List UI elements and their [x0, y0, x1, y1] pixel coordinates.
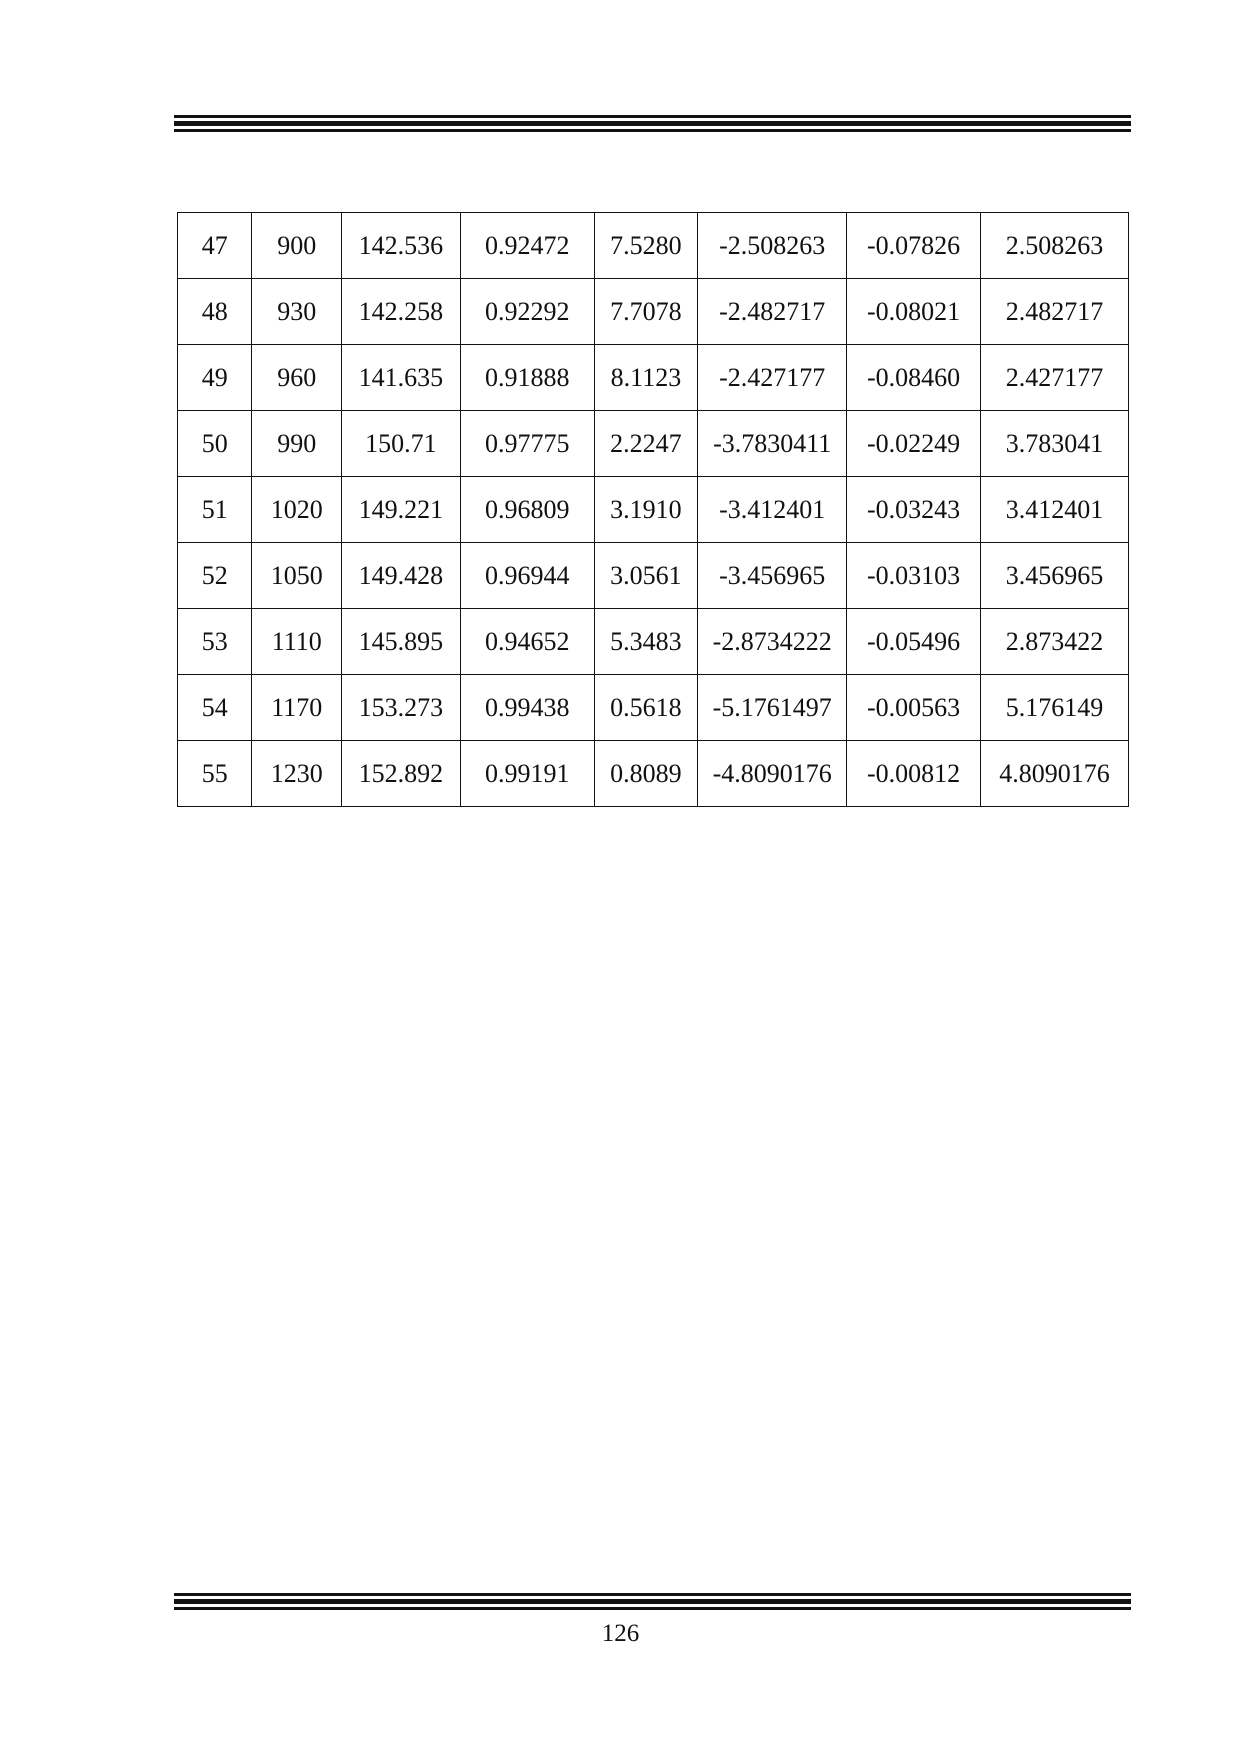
table-cell: 7.7078	[594, 279, 698, 345]
table-cell: 1020	[252, 477, 342, 543]
table-cell: 2.508263	[981, 213, 1129, 279]
header-rule	[174, 115, 1131, 132]
table-cell: 0.92472	[460, 213, 594, 279]
table-cell: -2.508263	[698, 213, 847, 279]
table-cell: 5.3483	[594, 609, 698, 675]
table-cell: 0.96809	[460, 477, 594, 543]
table-cell: 51	[178, 477, 252, 543]
table-cell: 0.92292	[460, 279, 594, 345]
page-number: 126	[601, 1620, 640, 1647]
table-row	[178, 477, 1129, 543]
table-cell: -5.1761497	[698, 675, 847, 741]
table-cell: 54	[178, 675, 252, 741]
table-cell: 0.96944	[460, 543, 594, 609]
table-cell: 0.94652	[460, 609, 594, 675]
table-cell: 2.427177	[981, 345, 1129, 411]
table-body	[178, 213, 1129, 807]
table-cell: -0.00812	[847, 741, 981, 807]
table-cell: 0.5618	[594, 675, 698, 741]
table-cell: 3.0561	[594, 543, 698, 609]
table-row	[178, 741, 1129, 807]
table-cell: 142.258	[342, 279, 461, 345]
footer-rule-line	[174, 1593, 1131, 1596]
table-cell: 0.91888	[460, 345, 594, 411]
table-cell: 8.1123	[594, 345, 698, 411]
table-cell: 49	[178, 345, 252, 411]
table-cell: -0.02249	[847, 411, 981, 477]
table-cell: 50	[178, 411, 252, 477]
table-cell: -0.03103	[847, 543, 981, 609]
table-cell: 150.71	[342, 411, 461, 477]
table-row	[178, 279, 1129, 345]
table-cell: 4.8090176	[981, 741, 1129, 807]
table-row	[178, 543, 1129, 609]
table-cell: -3.412401	[698, 477, 847, 543]
table-cell: 3.412401	[981, 477, 1129, 543]
table-cell: 3.783041	[981, 411, 1129, 477]
table-cell: 7.5280	[594, 213, 698, 279]
table-cell: -0.03243	[847, 477, 981, 543]
table-cell: 1110	[252, 609, 342, 675]
table-cell: 149.428	[342, 543, 461, 609]
table-cell: 3.1910	[594, 477, 698, 543]
table-cell: 2.482717	[981, 279, 1129, 345]
table-cell: 930	[252, 279, 342, 345]
table-cell: 2.873422	[981, 609, 1129, 675]
table-cell: -0.00563	[847, 675, 981, 741]
table-row	[178, 411, 1129, 477]
table-cell: -0.08460	[847, 345, 981, 411]
table-cell: 0.97775	[460, 411, 594, 477]
table-cell: 142.536	[342, 213, 461, 279]
table-cell: -2.8734222	[698, 609, 847, 675]
table-cell: 52	[178, 543, 252, 609]
table-cell: -3.7830411	[698, 411, 847, 477]
table-cell: 47	[178, 213, 252, 279]
table-cell: 960	[252, 345, 342, 411]
table-cell: 2.2247	[594, 411, 698, 477]
table-cell: -2.427177	[698, 345, 847, 411]
table-cell: 153.273	[342, 675, 461, 741]
table-cell: 152.892	[342, 741, 461, 807]
table-row	[178, 213, 1129, 279]
header-rule-line	[174, 121, 1131, 126]
footer-rule-line	[174, 1607, 1131, 1610]
footer-rule	[174, 1593, 1131, 1610]
table-cell: 1230	[252, 741, 342, 807]
table-row	[178, 675, 1129, 741]
table-cell: 0.8089	[594, 741, 698, 807]
table-cell: 53	[178, 609, 252, 675]
table-cell: 1050	[252, 543, 342, 609]
table-cell: 3.456965	[981, 543, 1129, 609]
table-cell: -0.08021	[847, 279, 981, 345]
table-cell: -0.05496	[847, 609, 981, 675]
header-rule-line	[174, 115, 1131, 118]
table-cell: 990	[252, 411, 342, 477]
data-table	[177, 212, 1129, 807]
table-cell: -0.07826	[847, 213, 981, 279]
table-cell: 0.99438	[460, 675, 594, 741]
table-cell: -2.482717	[698, 279, 847, 345]
table-cell: 1170	[252, 675, 342, 741]
table-cell: -3.456965	[698, 543, 847, 609]
footer-rule-line	[174, 1599, 1131, 1604]
table-cell: 900	[252, 213, 342, 279]
table-cell: 48	[178, 279, 252, 345]
table-row	[178, 609, 1129, 675]
table-row	[178, 345, 1129, 411]
table-cell: 141.635	[342, 345, 461, 411]
header-rule-line	[174, 129, 1131, 132]
table-cell: 145.895	[342, 609, 461, 675]
table-cell: 55	[178, 741, 252, 807]
table-cell: -4.8090176	[698, 741, 847, 807]
table-cell: 5.176149	[981, 675, 1129, 741]
table-cell: 0.99191	[460, 741, 594, 807]
table-cell: 149.221	[342, 477, 461, 543]
